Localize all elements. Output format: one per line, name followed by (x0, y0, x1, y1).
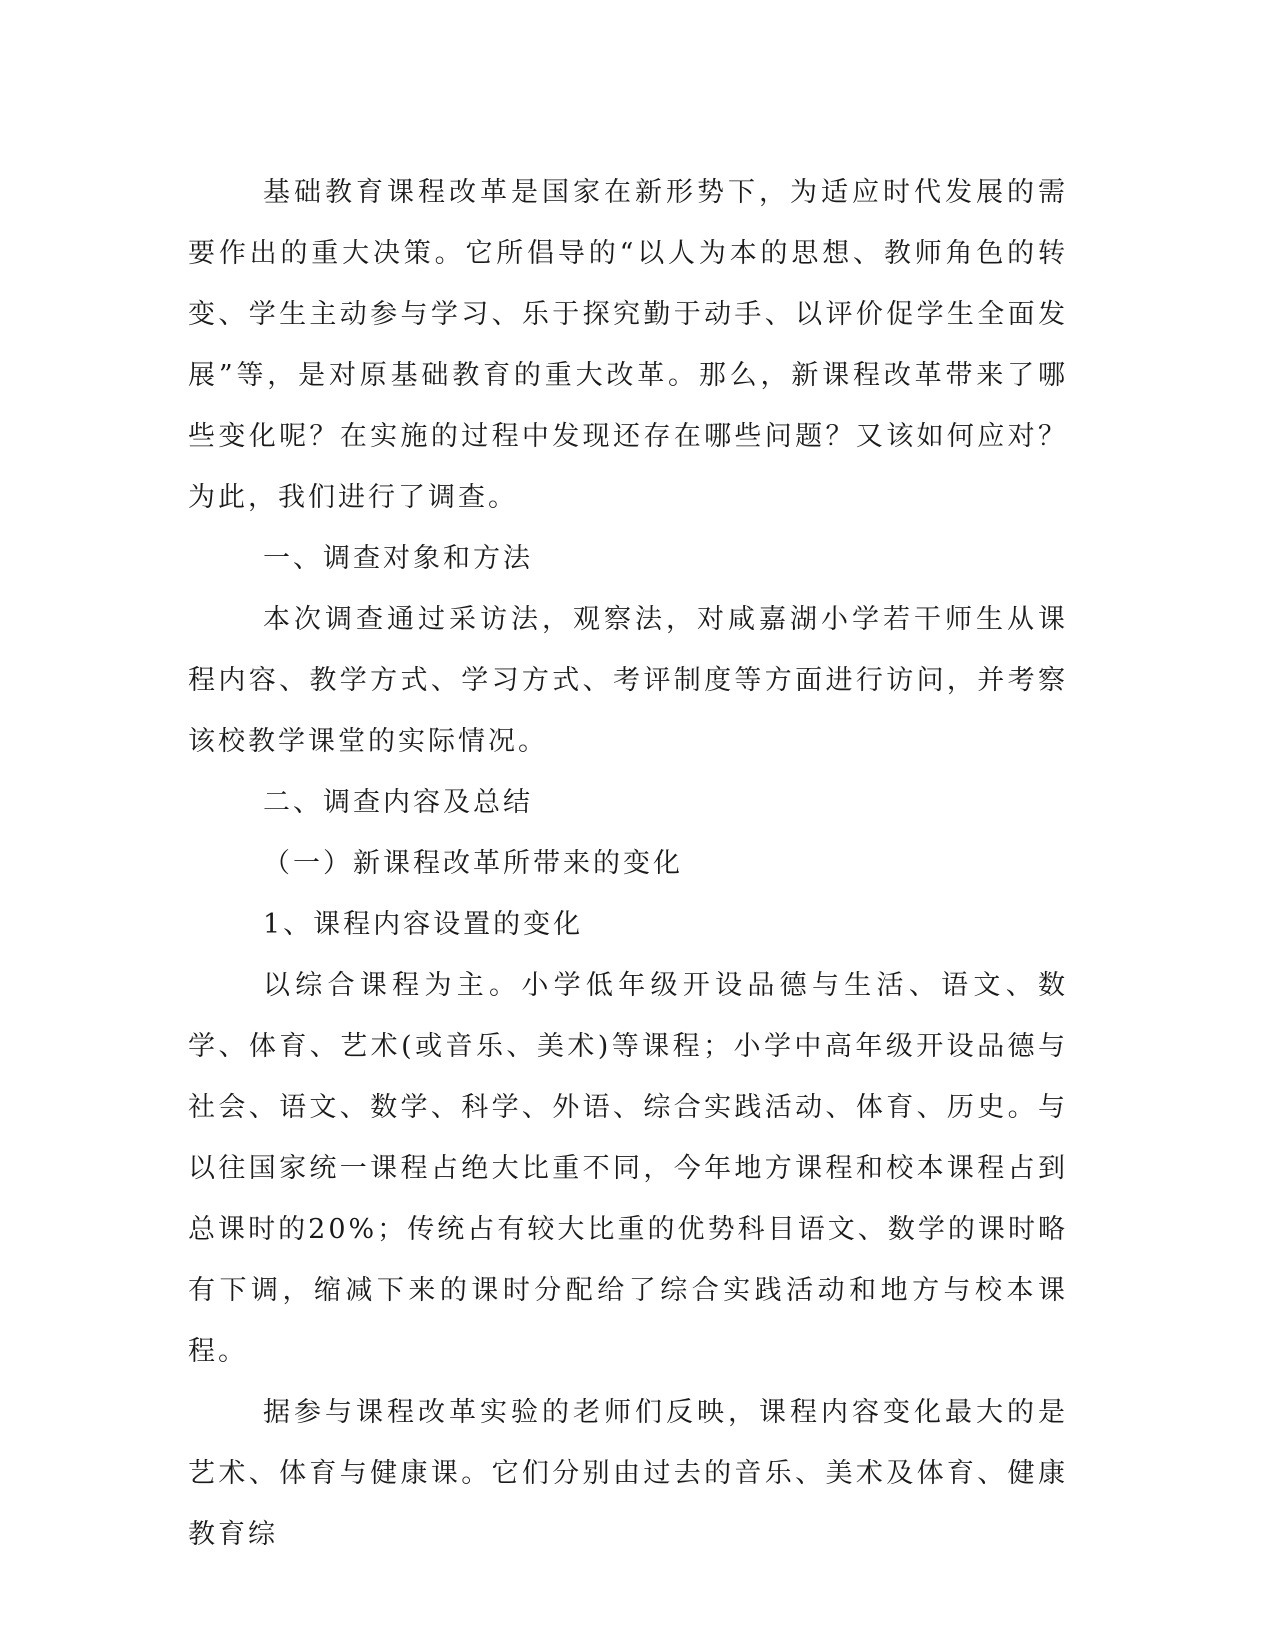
sub-subsection-heading: 1、课程内容设置的变化 (263, 909, 584, 940)
document-body (188, 162, 1068, 1565)
curriculum-paragraph: 以综合课程为主。小学低年级开设品德与生活、语文、数学、体育、艺术(或音乐、美术)等课程；小学中高年级开设品德与社会、语文、数学、科学、外语、综合实践活动、体育、历史。与以往国家统一课程占绝大比重不同，今年地方课程和校本课程占到总课时的20%；传统占有较大比重的优势科目语文、数学的课时略有下调，缩减下来的课时分配给了综合实践活动和地方与校本课程。 (188, 970, 1068, 1367)
section-heading-2: 二、调查内容及总结 (263, 787, 533, 818)
intro-paragraph: 基础教育课程改革是国家在新形势下，为适应时代发展的需要作出的重大决策。它所倡导的“以人为本的思想、教师角色的转变、学生主动参与学习、乐于探究勤于动手、以评价促学生全面发展”等，是对原基础教育的重大改革。那么，新课程改革带来了哪些变化呢？在实施的过程中发现还存在哪些问题？又该如何应对？为此，我们进行了调查。 (188, 177, 1068, 513)
feedback-paragraph: 据参与课程改革实验的老师们反映，课程内容变化最大的是艺术、体育与健康课。它们分别由过去的音乐、美术及体育、健康教育综 (188, 1397, 1068, 1550)
section-heading-1: 一、调查对象和方法 (263, 543, 533, 574)
method-paragraph: 本次调查通过采访法，观察法，对咸嘉湖小学若干师生从课程内容、教学方式、学习方式、考评制度等方面进行访问，并考察该校教学课堂的实际情况。 (188, 604, 1068, 757)
subsection-heading: （一）新课程改革所带来的变化 (263, 848, 683, 879)
